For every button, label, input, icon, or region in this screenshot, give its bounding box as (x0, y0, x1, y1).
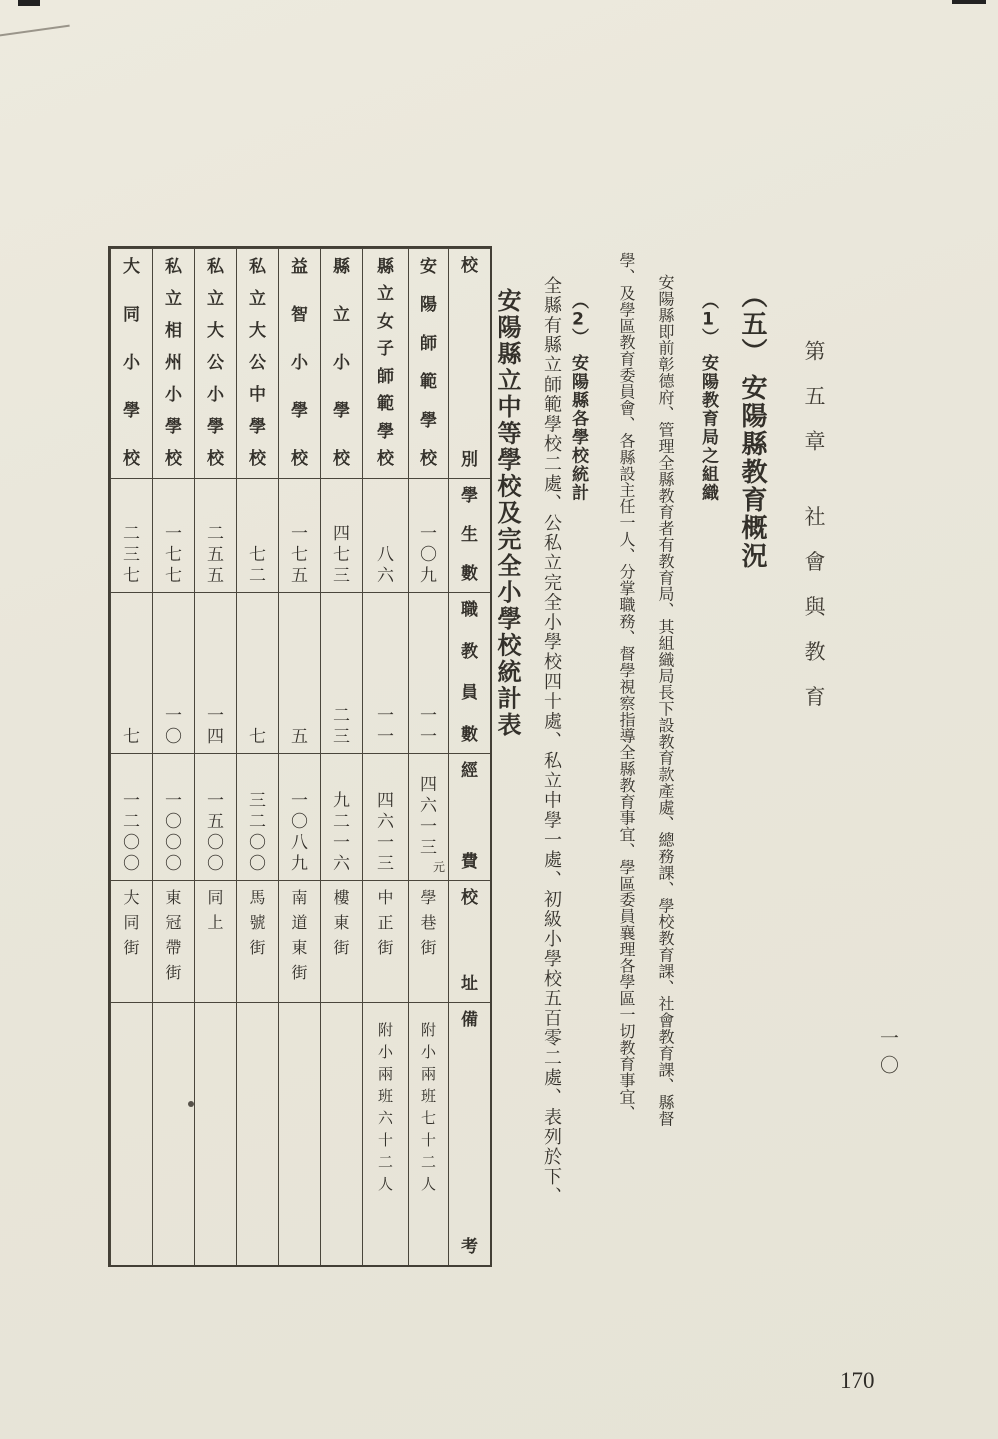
char: 職 (461, 600, 478, 620)
char: 四 (333, 524, 350, 544)
char: 一 (420, 524, 437, 544)
char: 人 (377, 1175, 393, 1193)
paren-open: （ (737, 282, 767, 310)
char: 經 (461, 761, 478, 781)
char: 立 (377, 284, 394, 305)
char: 六 (333, 854, 350, 874)
char: 立 (249, 289, 266, 309)
school-address (362, 880, 408, 1002)
funds-amount (408, 753, 448, 880)
char: 五 (291, 566, 308, 586)
char: 三 (333, 727, 350, 747)
char: 〇 (123, 854, 140, 874)
remark (320, 1002, 362, 1265)
char: 小 (333, 353, 350, 373)
char: 正 (377, 913, 394, 932)
folio-number: 一〇 (877, 1028, 899, 1082)
char: 學 (420, 410, 437, 431)
char: 範 (420, 372, 437, 393)
char: 學 (377, 421, 394, 442)
char: 街 (165, 963, 182, 982)
char: 七 (291, 545, 308, 565)
char: 校 (123, 449, 140, 469)
currency-unit: 元 (432, 860, 445, 874)
char: 號 (249, 913, 266, 932)
char: 九 (291, 854, 308, 874)
staff-count (320, 592, 362, 753)
page-number: 170 (840, 1368, 875, 1393)
char: 州 (165, 353, 182, 373)
staff-count (236, 592, 278, 753)
char: 一 (420, 727, 437, 747)
char: 小 (207, 385, 224, 405)
char: 縣 (377, 257, 394, 277)
char: 九 (420, 566, 437, 586)
char: 東 (333, 913, 350, 932)
char: 三 (123, 545, 140, 565)
char: 二 (123, 524, 140, 544)
students-count (362, 478, 408, 592)
char: 一 (165, 524, 182, 544)
char: 五 (291, 727, 308, 747)
char: 一 (333, 833, 350, 853)
char: 小 (165, 385, 182, 405)
char: 十 (377, 1131, 393, 1149)
table-title: 安陽縣立中等學校及完全小學校統計表 (493, 288, 521, 739)
scan-artifact (952, 0, 986, 4)
funds-amount (236, 753, 278, 880)
school-name (320, 248, 362, 478)
char: 一 (123, 791, 140, 811)
char: 立 (207, 289, 224, 309)
char: 師 (420, 333, 437, 354)
char: 小 (377, 1043, 393, 1061)
char: 中 (377, 888, 394, 907)
char: 東 (291, 938, 308, 957)
char: 小 (123, 353, 140, 373)
char: 〇 (123, 833, 140, 853)
char: 帶 (165, 938, 182, 957)
table-header-4 (448, 753, 490, 880)
char: 六 (420, 796, 437, 816)
char: 五 (207, 812, 224, 832)
char: 七 (249, 727, 266, 747)
char: 學 (123, 401, 140, 421)
char: 三 (249, 791, 266, 811)
running-header: 第五章 社會與教育 (802, 340, 826, 731)
char: 一 (420, 706, 437, 726)
char: 考 (461, 1237, 478, 1257)
char: 道 (291, 913, 308, 932)
char: 校 (165, 449, 182, 469)
table-header-3 (448, 592, 490, 753)
paragraph-column: 安陽縣即前彰德府、管理全縣教育者有教育局、其組織局長下設教育款產處、總務課、學校教育課、社會教育課、縣督 (656, 274, 675, 1127)
char: 五 (207, 545, 224, 565)
char: 〇 (165, 833, 182, 853)
char: 學 (207, 417, 224, 437)
char: 一 (377, 727, 394, 747)
char: 學 (291, 401, 308, 421)
char: 校 (207, 449, 224, 469)
char: 校 (377, 448, 394, 469)
char: 七 (420, 1109, 436, 1127)
char: 師 (377, 366, 394, 387)
school-name (236, 248, 278, 478)
char: 生 (461, 525, 478, 545)
school-address (110, 880, 152, 1002)
table-header-6 (448, 1002, 490, 1265)
char: 二 (333, 812, 350, 832)
char: 費 (461, 852, 478, 872)
char: 教 (461, 641, 478, 662)
char: 一 (165, 791, 182, 811)
scan-artifact (0, 25, 70, 38)
funds-amount (110, 753, 152, 880)
char: 街 (291, 963, 308, 982)
staff-count (110, 592, 152, 753)
char: 公 (207, 353, 224, 373)
scan-artifact (18, 0, 40, 6)
char: 校 (291, 449, 308, 469)
char: 相 (165, 321, 182, 341)
char: 三 (377, 854, 394, 874)
sub-heading-2 (566, 292, 591, 502)
char: 〇 (207, 854, 224, 874)
char: 街 (123, 938, 140, 957)
char: 〇 (165, 854, 182, 874)
char: 街 (377, 938, 394, 957)
char: 二 (249, 566, 266, 586)
char: 校 (420, 448, 437, 469)
char: 班 (420, 1087, 436, 1105)
char: 立 (333, 305, 350, 325)
school-name (110, 248, 152, 478)
char: 四 (377, 791, 394, 811)
char: 上 (207, 913, 224, 932)
char: 大 (123, 257, 140, 277)
char: 公 (249, 353, 266, 373)
char: 七 (165, 566, 182, 586)
char: 同 (123, 913, 140, 932)
sub-title: 安陽縣各學校統計 (568, 354, 588, 502)
char: 四 (207, 727, 224, 747)
char: 址 (461, 974, 478, 994)
char: 六 (377, 566, 394, 586)
char: 兩 (420, 1065, 436, 1083)
char: 一 (165, 706, 182, 726)
char: 學 (461, 486, 478, 506)
remark (152, 1002, 194, 1265)
char: 九 (333, 791, 350, 811)
char: 街 (420, 938, 437, 957)
paren-close: ） (737, 338, 767, 366)
table-header-2 (448, 478, 490, 592)
school-address (408, 880, 448, 1002)
remark (110, 1002, 152, 1265)
char: 一 (377, 833, 394, 853)
section-heading (734, 282, 771, 570)
funds-amount (320, 753, 362, 880)
char: 兩 (377, 1065, 393, 1083)
char: 一 (207, 706, 224, 726)
char: 七 (333, 545, 350, 565)
char: 二 (377, 1153, 393, 1171)
char: 六 (377, 1109, 393, 1127)
char: 馬 (249, 888, 266, 907)
char: 二 (420, 1153, 436, 1171)
school-name (152, 248, 194, 478)
sub-heading-1 (696, 292, 721, 502)
char: 〇 (420, 545, 437, 565)
char: 南 (291, 888, 308, 907)
staff-count (152, 592, 194, 753)
school-name (408, 248, 448, 478)
students-count (110, 478, 152, 592)
char: 校 (461, 256, 478, 276)
students-count (236, 478, 278, 592)
students-count (194, 478, 236, 592)
section-number: 五 (737, 310, 767, 338)
sub-title: 安陽教育局之組織 (698, 354, 718, 502)
char: 私 (207, 257, 224, 277)
staff-count (362, 592, 408, 753)
char: 陽 (420, 295, 437, 316)
char: 巷 (420, 913, 437, 932)
char: 十 (420, 1131, 436, 1149)
char: 〇 (249, 833, 266, 853)
staff-count (408, 592, 448, 753)
char: 附 (420, 1021, 436, 1039)
paragraph-column: 學、及學區教育委員會、各縣設主任一人、分掌職務、督學視察指導全縣教育事宜、學區委員襄理各學區一切教育事宜、 (617, 252, 636, 1122)
remark (408, 1002, 448, 1265)
paren-open: （ (568, 292, 588, 311)
char: 東 (165, 888, 182, 907)
char: 一 (291, 791, 308, 811)
students-count (408, 478, 448, 592)
char: 學 (420, 888, 437, 907)
students-count (320, 478, 362, 592)
char: 樓 (333, 888, 350, 907)
remark (278, 1002, 320, 1265)
char: 小 (291, 353, 308, 373)
school-address (278, 880, 320, 1002)
char: 七 (123, 566, 140, 586)
staff-count (194, 592, 236, 753)
char: 數 (461, 564, 478, 584)
school-table (108, 246, 492, 1267)
section-title: 安陽縣教育概況 (737, 374, 767, 570)
char: 八 (291, 833, 308, 853)
char: 安 (420, 257, 437, 277)
char: 同 (207, 888, 224, 907)
char: 二 (123, 812, 140, 832)
remark (236, 1002, 278, 1265)
char: 智 (291, 305, 308, 325)
char: 學 (165, 417, 182, 437)
char: 冠 (165, 913, 182, 932)
char: 立 (165, 289, 182, 309)
char: 五 (207, 566, 224, 586)
staff-count (278, 592, 320, 753)
char: 六 (377, 812, 394, 832)
char: 大 (207, 321, 224, 341)
char: 人 (420, 1175, 436, 1193)
char: 一 (291, 524, 308, 544)
paragraph-column: 全縣有縣立師範學校二處、公私立完全小學校四十處、私立中學一處、初級小學校五百零二處、表列於下、 (541, 276, 562, 1207)
paren-close: ） (568, 327, 588, 346)
school-address (320, 880, 362, 1002)
school-name (194, 248, 236, 478)
char: 班 (377, 1087, 393, 1105)
students-count (278, 478, 320, 592)
char: 學 (333, 401, 350, 421)
char: 女 (377, 311, 394, 332)
char: 二 (249, 812, 266, 832)
char: 七 (165, 545, 182, 565)
school-name (278, 248, 320, 478)
char: 私 (249, 257, 266, 277)
sub-number: 2 (572, 310, 584, 328)
char: 別 (461, 450, 478, 470)
char: 〇 (165, 812, 182, 832)
char: 〇 (165, 727, 182, 747)
table-header-5 (448, 880, 490, 1002)
funds-amount (152, 753, 194, 880)
remark (194, 1002, 236, 1265)
char: 縣 (333, 257, 350, 277)
char: 街 (249, 938, 266, 957)
school-name (362, 248, 408, 478)
char: 校 (461, 888, 478, 908)
char: 八 (377, 545, 394, 565)
funds-amount (278, 753, 320, 880)
sub-number: 1 (702, 310, 714, 328)
char: 三 (333, 566, 350, 586)
char: 〇 (291, 812, 308, 832)
paren-open: （ (698, 292, 718, 311)
char: 數 (461, 724, 478, 745)
char: 二 (333, 706, 350, 726)
char: 七 (249, 545, 266, 565)
char: 員 (461, 683, 478, 704)
char: 一 (207, 791, 224, 811)
char: 中 (249, 385, 266, 405)
char: 學 (249, 417, 266, 437)
char: 一 (377, 706, 394, 726)
char: 備 (461, 1010, 478, 1030)
char: 大 (123, 888, 140, 907)
school-address (236, 880, 278, 1002)
table-header-1 (448, 248, 490, 478)
char: 私 (165, 257, 182, 277)
char: 附 (377, 1021, 393, 1039)
char: 校 (333, 449, 350, 469)
char: 一 (420, 817, 437, 837)
char: 〇 (249, 854, 266, 874)
char: 益 (291, 257, 308, 277)
char: 街 (333, 938, 350, 957)
school-address (194, 880, 236, 1002)
char: 大 (249, 321, 266, 341)
students-count (152, 478, 194, 592)
char: 子 (377, 339, 394, 360)
char: 〇 (207, 833, 224, 853)
char: 四 (420, 775, 437, 795)
char: 二 (207, 524, 224, 544)
char: 三 (420, 838, 437, 858)
char: 同 (123, 305, 140, 325)
funds-amount (194, 753, 236, 880)
char: 小 (420, 1043, 436, 1061)
funds-amount (362, 753, 408, 880)
remark (362, 1002, 408, 1265)
school-address (152, 880, 194, 1002)
char: 七 (123, 727, 140, 747)
char: 範 (377, 394, 394, 415)
paren-close: ） (698, 327, 718, 346)
char: 校 (249, 449, 266, 469)
